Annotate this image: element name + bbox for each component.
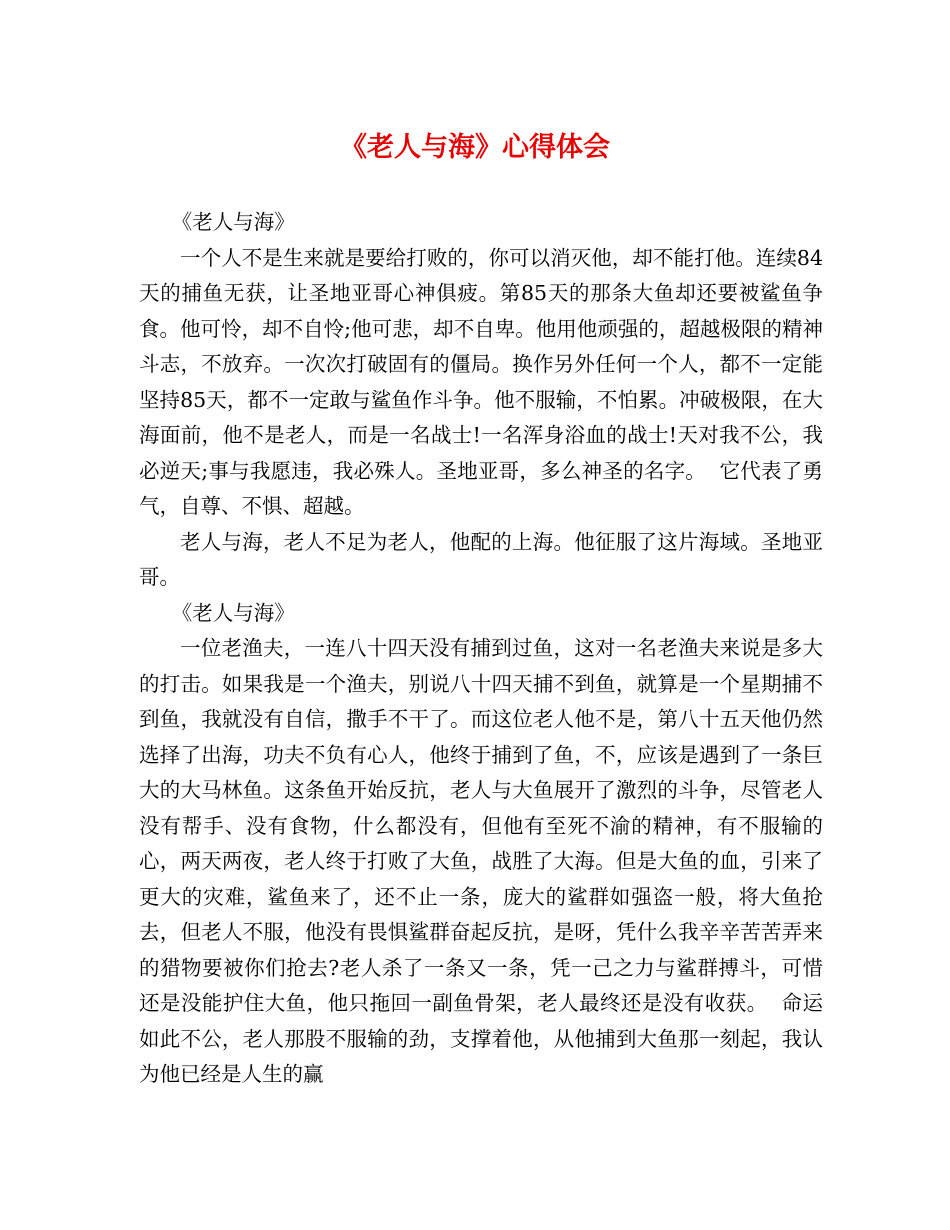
document-body <box>139 205 823 1093</box>
document-title: 《老人与海》心得体会 <box>340 132 610 163</box>
paragraph-2: 老人与海，老人不足为老人，他配的上海。他征服了这片海域。圣地亚哥。 <box>139 529 823 589</box>
paragraph-1: 一个人不是生来就是要给打败的，你可以消灭他，却不能打他。连续84天的捕鱼无获，让圣地亚哥心神俱疲。第85天的那条大鱼却还要被鲨鱼争食。他可怜，却不自怜;他可悲，却不自卑。他用他顽强的，超越极限的精神斗志，不放弃。一次次打破固有的僵局。换作另外任何一个人，都不一定能坚持85天，都不一定敢与鲨鱼作斗争。他不服输，不怕累。冲破极限，在大海面前，他不是老人，而是一名战士!一名浑身浴血的战士!天对我不公，我必逆天;事与我愿违，我必殊人。圣地亚哥，多么神圣的名字。 它代表了勇气，自尊、不惧、超越。 <box>139 245 823 518</box>
section-heading-1: 《老人与海》 <box>171 210 295 234</box>
section-heading-2: 《老人与海》 <box>171 600 295 625</box>
paragraph-3: 一位老渔夫，一连八十四天没有捕到过鱼，这对一名老渔夫来说是多大的打击。如果我是一个渔夫，别说八十四天捕不到鱼，就算是一个星期捕不到鱼，我就没有自信，撒手不干了。而这位老人他不是，第八十五天他仍然选择了出海，功夫不负有心人，他终于捕到了鱼，不，应该是遇到了一条巨大的大马林鱼。这条鱼开始反抗，老人与大鱼展开了激烈的斗争，尽管老人没有帮手、没有食物，什么都没有，但他有至死不渝的精神，有不服输的心，两天两夜，老人终于打败了大鱼，战胜了大海。但是大鱼的血，引来了更大的灾难，鲨鱼来了，还不止一条，庞大的鲨群如强盗一般，将大鱼抢去，但老人不服，他没有畏惧鲨群奋起反抗，是呀，凭什么我辛辛苦苦弄来的猎物要被你们抢去?老人杀了一条又一条，凭一己之力与鲨群搏斗，可惜还是没能护住大鱼，他只拖回一副鱼骨架，老人最终还是没有收获。 命运如此不公，老人那股不服输的劲，支撑着他，从他捕到大鱼那一刻起，我认为他已经是人生的赢 <box>139 636 823 1086</box>
